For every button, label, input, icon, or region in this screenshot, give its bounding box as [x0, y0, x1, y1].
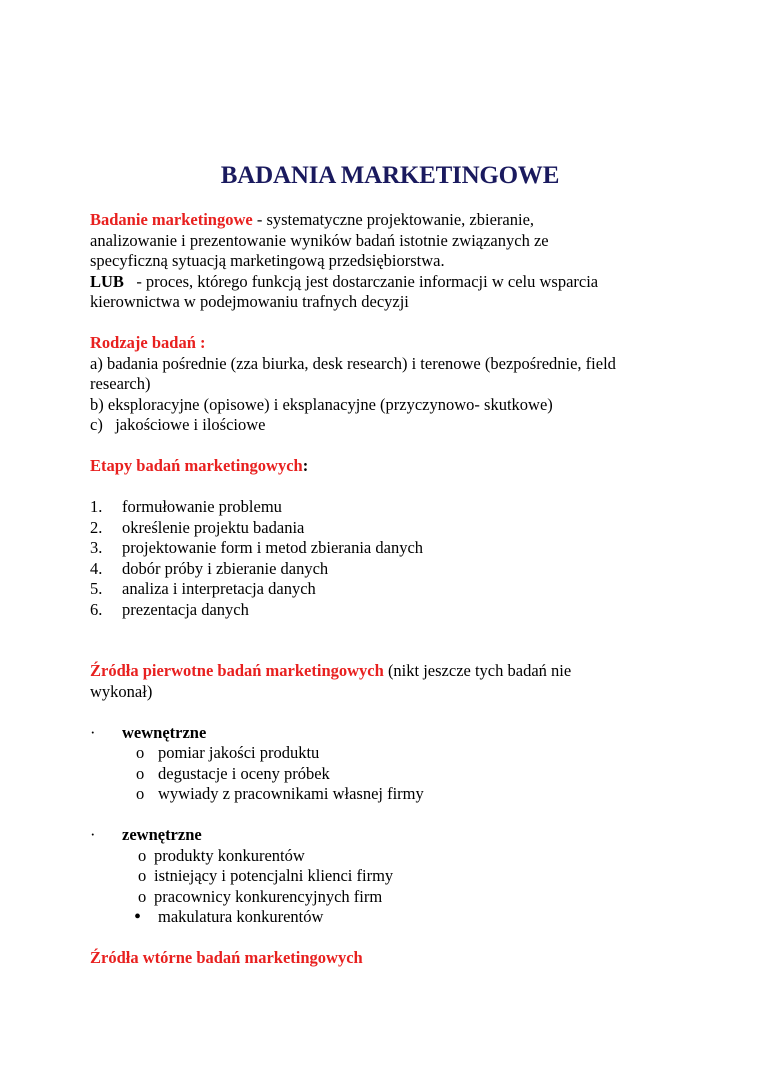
stage-number: 4.: [90, 558, 103, 578]
bullet-dot: ·: [90, 825, 96, 844]
sub-bullet: o: [138, 866, 147, 885]
stage-item: [90, 518, 690, 539]
sub-item-text: pomiar jakości produktu: [158, 743, 320, 762]
alt-definition-line: - proces, którego funkcją jest dostarczanie informacji w celu wsparcia: [123, 271, 599, 291]
sub-item: [90, 784, 690, 805]
stage-number: 2.: [90, 517, 103, 537]
group-internal: [90, 723, 690, 744]
stage-text: formułowanie problemu: [122, 497, 282, 516]
sub-bullet: o: [136, 743, 145, 762]
types-line: b) eksploracyjne (opisowe) i eksplanacyjne (przyczynowo- skutkowe): [90, 394, 553, 414]
primary-heading-text: Źródła pierwotne badań marketingowych: [90, 661, 384, 680]
stages-heading-colon: :: [302, 456, 309, 475]
stage-text: projektowanie form i metod zbierania danych: [122, 538, 424, 557]
alt-label: LUB: [90, 271, 124, 291]
document-page: [90, 160, 690, 969]
stage-text: analiza i interpretacja danych: [122, 579, 316, 598]
sub-bullet-filled: •: [134, 906, 142, 928]
stage-number: 3.: [90, 538, 103, 557]
sub-bullet: o: [136, 763, 145, 783]
sub-item: [90, 764, 690, 785]
types-line: c) jakościowe i ilościowe: [90, 415, 266, 434]
primary-heading: [90, 661, 690, 682]
sub-item: [90, 887, 690, 908]
sub-bullet: o: [138, 845, 147, 865]
primary-heading-note-cont: wykonał): [90, 681, 153, 701]
stage-number: 1.: [90, 497, 103, 516]
stage-text: prezentacja danych: [122, 599, 249, 619]
definition-term: Badanie marketingowe: [90, 210, 253, 229]
sub-item-text: istniejący i potencjalni klienci firmy: [154, 866, 394, 885]
alt-definition-line: kierownictwa w podejmowaniu trafnych decyzji: [90, 292, 409, 311]
sub-item-text: makulatura konkurentów: [158, 907, 324, 926]
alt-definition-paragraph: [90, 272, 690, 293]
sub-item: [90, 846, 690, 867]
group-external: [90, 825, 690, 846]
stage-item: [90, 538, 690, 559]
group-label: wewnętrzne: [122, 722, 207, 742]
stage-item: [90, 600, 690, 621]
secondary-heading: Źródła wtórne badań marketingowych: [90, 948, 363, 967]
sub-item-text: wywiady z pracownikami własnej firmy: [158, 784, 424, 803]
definition-line: analizowanie i prezentowanie wyników badań istotnie związanych ze: [90, 230, 549, 250]
definition-line: - systematyczne projektowanie, zbieranie,: [252, 210, 535, 229]
sub-bullet: o: [136, 784, 145, 803]
types-heading: Rodzaje badań :: [90, 333, 206, 352]
sub-item: [90, 907, 690, 928]
document-title: BADANIA MARKETINGOWE: [220, 162, 560, 189]
stage-number: 6.: [90, 599, 103, 619]
sub-item-text: pracownicy konkurencyjnych firm: [154, 886, 383, 906]
sub-item: [90, 743, 690, 764]
stage-item: [90, 579, 690, 600]
stage-text: określenie projektu badania: [122, 517, 305, 537]
stage-text: dobór próby i zbieranie danych: [122, 558, 329, 578]
stage-item: [90, 497, 690, 518]
sub-item-text: degustacje i oceny próbek: [158, 763, 330, 783]
stages-heading-text: Etapy badań marketingowych: [90, 456, 303, 475]
stage-number: 5.: [90, 579, 103, 598]
types-line: a) badania pośrednie (zza biurka, desk research) i terenowe (bezpośrednie, field: [90, 353, 616, 373]
types-line: research): [90, 374, 151, 393]
bullet-dot: ·: [90, 722, 96, 742]
sub-bullet: o: [138, 886, 147, 906]
stage-item: [90, 559, 690, 580]
definition-paragraph: [90, 210, 690, 231]
definition-line: specyficzną sytuacją marketingową przedsiębiorstwa.: [90, 251, 445, 270]
sub-item-text: produkty konkurentów: [154, 845, 305, 865]
stages-heading: [90, 456, 690, 477]
sub-item: [90, 866, 690, 887]
group-label: zewnętrzne: [122, 825, 202, 844]
primary-heading-note: (nikt jeszcze tych badań nie: [383, 661, 572, 680]
